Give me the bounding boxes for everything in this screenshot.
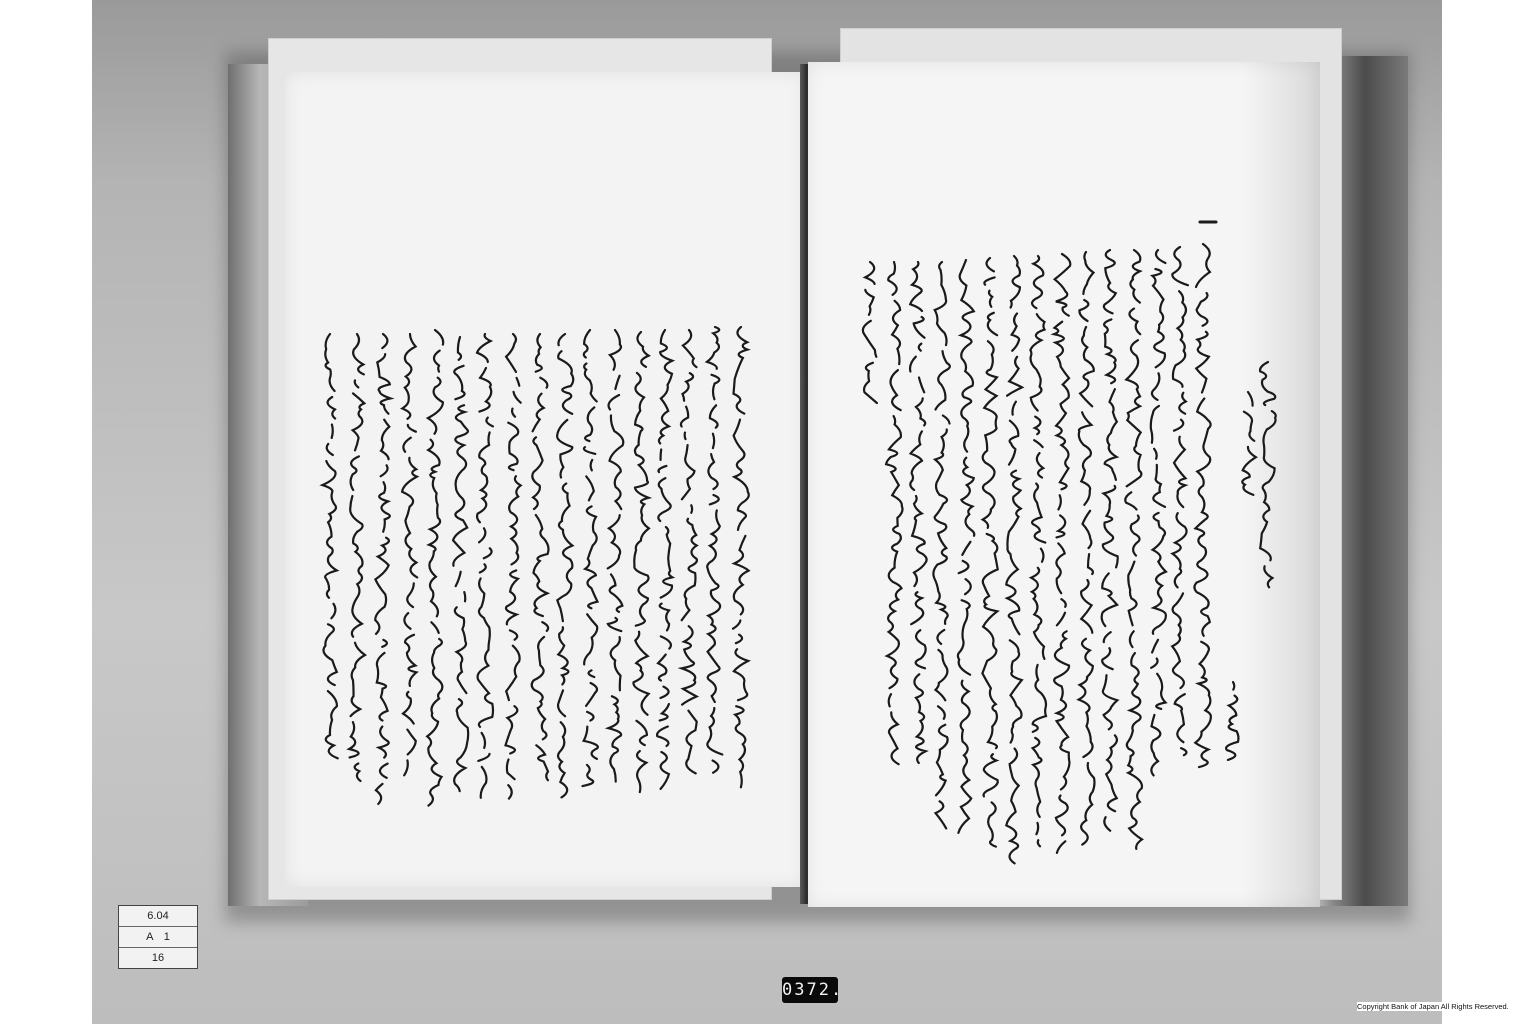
right-handwriting: [808, 62, 1320, 907]
right-text-column-8: [1030, 256, 1046, 852]
right-text-column-3: [1151, 250, 1166, 775]
left-text-column-1: [733, 327, 749, 787]
right-manuscript-page: [808, 62, 1320, 907]
right-text-column-10: [982, 258, 997, 847]
right-text-column-14: [886, 262, 902, 764]
left-text-column-17: [322, 334, 337, 758]
left-manuscript-page: [285, 72, 805, 887]
right-text-column-12: [933, 262, 949, 834]
catalog-label-line-2: A 1: [119, 927, 197, 948]
left-text-column-2: [707, 327, 722, 773]
right-date-column: [1242, 392, 1256, 501]
frame-number: 0372.: [782, 977, 838, 1003]
catalog-label-line-3: 16: [151, 952, 165, 964]
left-text-column-16: [349, 334, 365, 787]
left-text-column-4: [657, 330, 672, 789]
copyright-notice: Copyright Bank of Japan All Rights Reserved.: [1357, 1002, 1536, 1011]
right-text-column-2: [1172, 247, 1188, 755]
left-text-column-14: [402, 334, 417, 775]
left-text-column-11: [477, 334, 493, 798]
right-text-column-9: [1006, 256, 1022, 863]
left-text-column-8: [557, 334, 573, 797]
catalog-label-line-1: 6.04: [119, 906, 197, 927]
left-text-column-7: [583, 330, 598, 786]
left-text-column-12: [453, 337, 468, 791]
catalog-label: [118, 905, 198, 969]
right-text-column-5: [1102, 250, 1118, 831]
right-signature-column: [1226, 682, 1238, 766]
right-text-column-15: [863, 262, 877, 409]
left-text-column-10: [506, 334, 521, 799]
left-text-column-15: [375, 334, 390, 804]
right-text-column-13: [910, 262, 927, 763]
left-text-column-13: [427, 330, 443, 806]
right-text-column-11: [958, 260, 974, 833]
right-text-column-4: [1125, 250, 1142, 849]
right-text-column-1: [1194, 244, 1210, 767]
right-text-column-6: [1079, 252, 1095, 845]
left-text-column-3: [681, 330, 697, 779]
right-title-column: [1260, 362, 1276, 587]
right-text-column-7: [1054, 254, 1070, 853]
left-text-column-5: [633, 332, 648, 792]
left-handwriting: [285, 72, 805, 887]
left-text-column-9: [532, 334, 549, 780]
left-text-column-6: [608, 330, 624, 788]
